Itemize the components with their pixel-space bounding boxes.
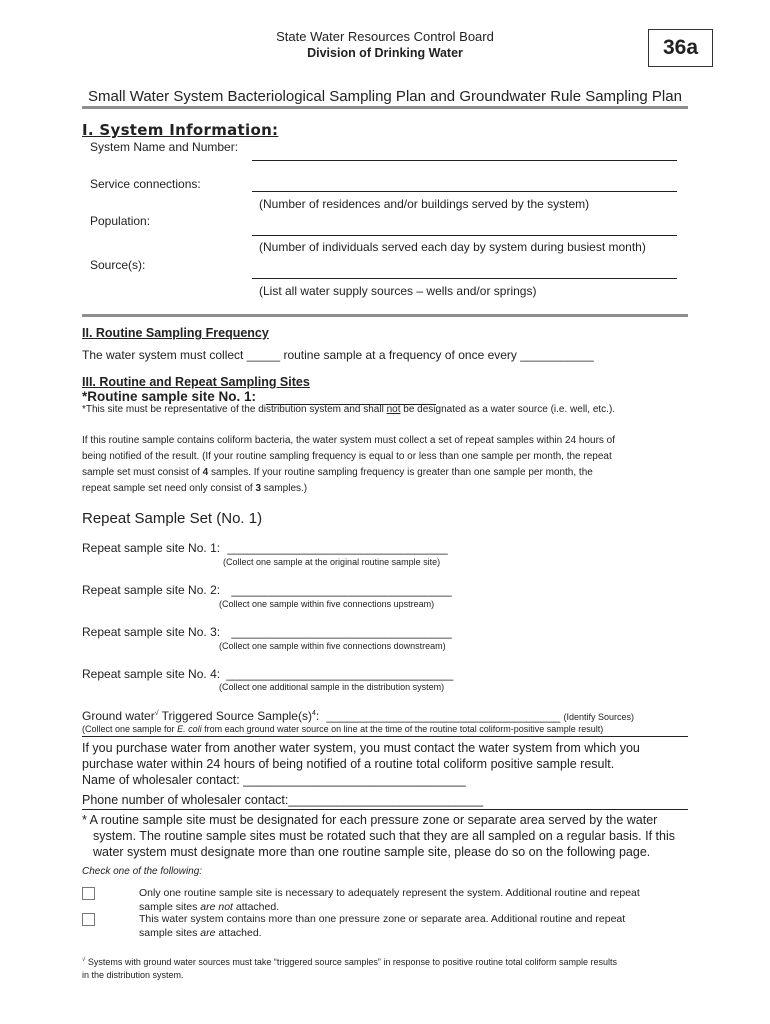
star-note-line-2: system. The routine sample sites must be rotated such that they are all sampled on a regular basis. If this [93,829,676,843]
ground-water-row [82,709,634,723]
option-2-line-2b: attached. [218,927,262,939]
option-2-line-2 [139,926,699,940]
repeat-site-3-row [82,625,452,639]
ground-water-label-a: Ground water [82,709,155,723]
repeat-site-1-field[interactable]: _________________________________ [227,541,448,555]
section-1-divider [82,314,688,317]
routine-note-b: be designated as a water source (i.e. well, etc.). [403,404,616,415]
coliform-line-4 [82,481,692,497]
title-divider [82,106,688,109]
division-name: Division of Drinking Water [307,46,463,60]
option-2-line-2a: sample sites [139,927,198,939]
coliform-line-3b: samples. If your routine sampling frequency is greater than one sample per month, the [210,467,593,478]
agency-name: State Water Resources Control Board [276,29,494,44]
ground-water-divider [82,736,688,737]
identify-sources-note: (Identify Sources) [563,712,635,722]
wholesaler-line-1: If you purchase water from another water system, you must contact the water system from which you [82,741,640,755]
repeat-site-4-field[interactable]: __________________________________ [226,667,454,681]
wholesaler-name-field[interactable]: ________________________________ [243,773,466,787]
repeat-site-4-label: Repeat sample site No. 4: [82,667,221,681]
routine-site-label: *Routine sample site No. 1: [82,389,257,404]
option-1-line-2b: attached. [235,901,280,913]
population-label: Population: [90,214,151,228]
footnote-line-1 [82,954,692,969]
repeat-site-2-row [82,583,452,597]
coliform-line-4b: samples.) [263,483,308,494]
routine-site-row [82,389,436,405]
star-note-line-3: water system must designate more than one routine sample site, please do so on the following page. [93,845,651,859]
wholesaler-name-row [82,772,702,788]
sources-field[interactable] [252,278,677,279]
repeat-site-4-note: (Collect one additional sample in the distribution system) [219,682,445,692]
routine-site-note [82,404,615,415]
section-2-heading: II. Routine Sampling Frequency [82,326,269,340]
coliform-line-2: being notified of the result. (If your routine sampling frequency is equal to or less than one sample per month, the repeat [82,451,612,462]
footnote-line-2: in the distribution system. [82,970,184,980]
wholesaler-phone-label: Phone number of wholesaler contact: [82,793,289,807]
service-connections-field[interactable] [252,191,677,192]
repeat-count-4: 4 [202,467,209,478]
repeat-site-1-label: Repeat sample site No. 1: [82,541,221,555]
section-3-heading: III. Routine and Repeat Sampling Sites [82,375,310,389]
repeat-site-2-note: (Collect one sample within five connections upstream) [219,599,435,609]
system-name-label: System Name and Number: [90,140,239,154]
repeat-site-3-field[interactable]: _________________________________ [231,625,452,639]
check-instruction: Check one of the following: [82,866,203,877]
footnote-mark: √ [82,957,86,963]
repeat-site-2-field[interactable]: _________________________________ [231,583,452,597]
population-field[interactable] [252,235,677,236]
repeat-site-4-row [82,667,453,681]
repeat-site-1-row [82,541,448,555]
wholesaler-paragraph [82,740,702,788]
option-1-emphasis: are not [200,901,233,913]
ground-water-field[interactable]: ___________________________________ [326,709,561,723]
ground-water-note-ecoli: E. coli [177,724,202,734]
repeat-count-3: 3 [255,483,261,494]
star-note-line-1: * A routine sample site must be designated for each pressure zone or separate area served by the water [82,813,658,827]
option-2-line-1: This water system contains more than one pressure zone or separate area. Additional routine and repeat [139,913,626,925]
coliform-paragraph [82,433,692,497]
wholesaler-divider [82,809,688,810]
frequency-text-b: routine sample at a frequency of once every [283,348,517,362]
routine-site-field[interactable] [266,389,436,405]
coliform-line-3a: sample set must consist of [82,467,200,478]
section-1-heading: I. System Information: [82,121,279,139]
coliform-line-1: If this routine sample contains coliform bacteria, the water system must collect a set of repeat samples within 24 hours of [82,435,616,446]
option-1-line-1: Only one routine sample site is necessary to adequately represent the system. Additional routine and repeat [139,887,640,899]
routine-site-rotation-note [82,812,688,860]
sources-label: Source(s): [90,258,146,272]
routine-note-not: not [386,404,401,415]
option-2-emphasis: are [200,927,216,939]
frequency-sentence [82,348,594,362]
ground-water-label-c: : [315,709,320,723]
option-1-line-2a: sample sites [139,901,198,913]
wholesaler-phone-row [82,792,483,808]
service-connections-note: (Number of residences and/or buildings served by the system) [259,197,590,211]
option-single-site-text [139,886,699,914]
option-single-site-checkbox[interactable] [82,887,95,900]
ground-water-sup-a: √ [154,710,159,717]
ground-water-note-a: (Collect one sample for [82,724,175,734]
repeat-site-2-label: Repeat sample site No. 2: [82,583,221,597]
footnote-text-1: Systems with ground water sources must take “triggered source samples” in response to positive routine total coliform sample results [87,957,618,967]
document-title: Small Water System Bacteriological Sampling Plan and Groundwater Rule Sampling Plan [88,88,682,105]
ground-water-label-b: Triggered Source Sample(s) [161,709,312,723]
service-connections-label: Service connections: [90,177,201,191]
ground-water-note-b: from each ground water source on line at the time of the routine total coliform-positive sample result) [204,724,604,734]
sources-note: (List all water supply sources – wells and/or springs) [259,284,537,298]
routine-note-a: *This site must be representative of the distribution system and shall [82,404,384,415]
system-name-field[interactable] [252,160,677,161]
option-multiple-sites-text [139,912,699,940]
repeat-site-3-label: Repeat sample site No. 3: [82,625,221,639]
wholesaler-name-label: Name of wholesaler contact: [82,773,240,787]
repeat-site-3-note: (Collect one sample within five connections downstream) [219,641,446,651]
frequency-text-a: The water system must collect [82,348,244,362]
option-multiple-sites-checkbox[interactable] [82,913,95,926]
ground-water-note [82,724,603,734]
ground-water-sup-b: 4 [311,710,316,717]
frequency-period-blank[interactable]: ___________ [520,348,594,362]
frequency-count-blank[interactable]: _____ [246,348,281,362]
population-note: (Number of individuals served each day by system during busiest month) [259,240,646,254]
wholesaler-line-2: purchase water within 24 hours of being notified of a routine total coliform positive sample result. [82,757,615,771]
form-number-box: 36a [648,29,713,67]
coliform-line-4a: repeat sample set need only consist of [82,483,253,494]
footnote [82,954,692,982]
coliform-line-3 [82,465,692,481]
repeat-site-1-note: (Collect one sample at the original routine sample site) [223,557,441,567]
repeat-set-heading: Repeat Sample Set (No. 1) [82,510,263,527]
wholesaler-phone-field[interactable]: ____________________________ [288,793,484,807]
